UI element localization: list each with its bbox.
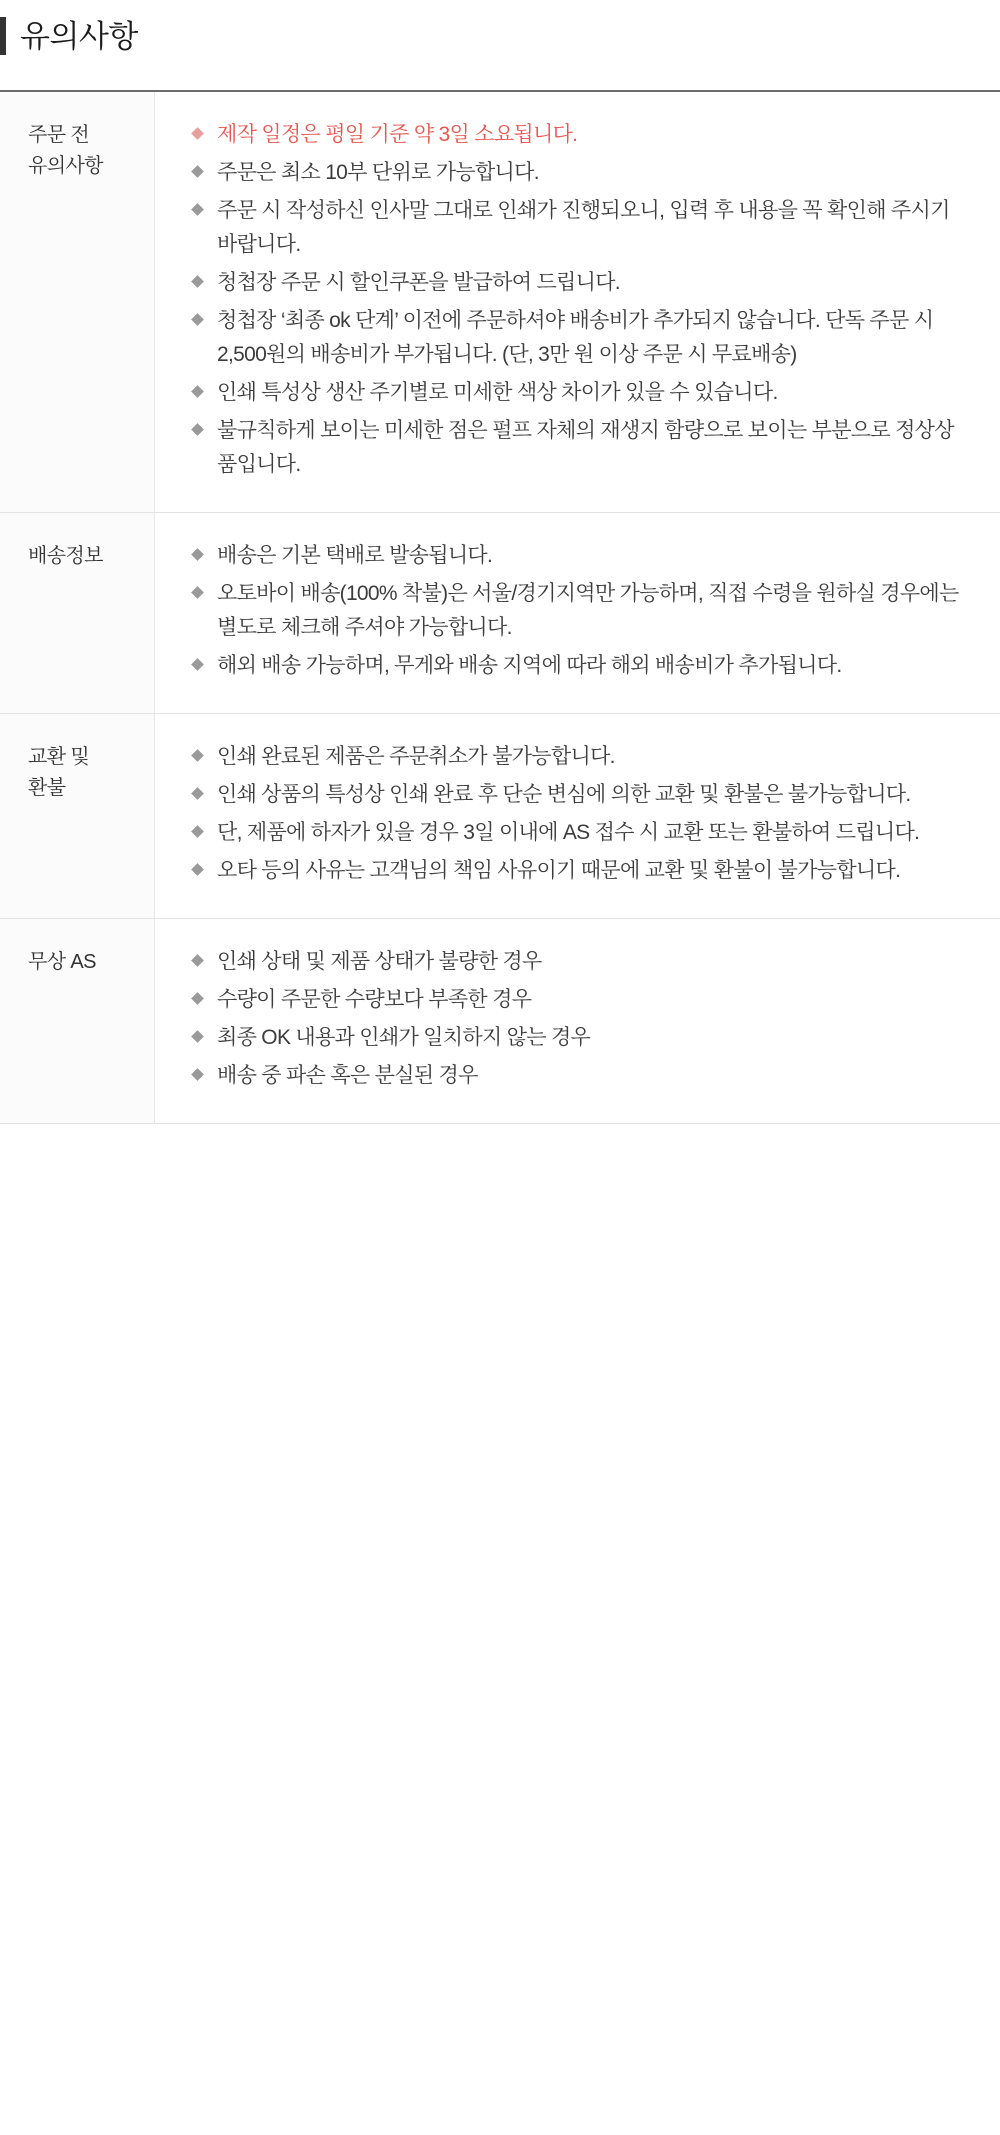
list-item	[189, 1059, 964, 1093]
list-item	[189, 414, 964, 482]
list-item-text: 오토바이 배송(100% 착불)은 서울/경기지역만 가능하며, 직접 수령을 원하실 경우에는 별도로 체크해 주셔야 가능합니다.	[217, 582, 959, 640]
bullet-list	[189, 740, 964, 888]
row-body-shipping-info	[155, 513, 1000, 713]
row-header-order-notice	[0, 92, 155, 512]
row-header-line: 유의사항	[28, 155, 103, 177]
diamond-bullet-icon	[191, 586, 204, 599]
bullet-list	[189, 118, 964, 482]
list-item-text: 해외 배송 가능하며, 무게와 배송 지역에 따라 해외 배송비가 추가됩니다.	[217, 654, 842, 678]
list-item-text: 주문 시 작성하신 인사말 그대로 인쇄가 진행되오니, 입력 후 내용을 꼭 확인해 주시기 바랍니다.	[217, 199, 950, 257]
diamond-bullet-icon	[191, 275, 204, 288]
row-header-exchange-refund	[0, 714, 155, 918]
bullet-list	[189, 539, 964, 683]
row-header-line: 환불	[28, 777, 66, 800]
diamond-bullet-icon	[191, 1068, 204, 1081]
list-item	[189, 266, 964, 300]
list-item-text: 제작 일정은 평일 기준 약 3일 소요됩니다.	[217, 123, 578, 146]
title-accent-bar	[0, 17, 6, 55]
list-item	[189, 649, 964, 683]
list-item	[189, 156, 964, 190]
list-item-text: 인쇄 상태 및 제품 상태가 불량한 경우	[217, 950, 542, 974]
page-title-row	[0, 0, 1000, 72]
bullet-list	[189, 945, 964, 1093]
diamond-bullet-icon	[191, 992, 204, 1005]
diamond-bullet-icon	[191, 1030, 204, 1043]
list-item	[189, 376, 964, 410]
table-row	[0, 714, 1000, 919]
notice-table	[0, 90, 1000, 1124]
list-item	[189, 778, 964, 812]
list-item-text: 단, 제품에 하자가 있을 경우 3일 이내에 AS 접수 시 교환 또는 환불하여 드립니다.	[217, 821, 920, 845]
list-item	[189, 945, 964, 979]
list-item-text: 인쇄 상품의 특성상 인쇄 완료 후 단순 변심에 의한 교환 및 환불은 불가능합니다.	[217, 783, 911, 807]
diamond-bullet-icon	[191, 749, 204, 762]
list-item-text: 배송 중 파손 혹은 분실된 경우	[217, 1064, 478, 1088]
diamond-bullet-icon	[191, 313, 204, 326]
diamond-bullet-icon	[191, 825, 204, 838]
list-item	[189, 854, 964, 888]
table-row	[0, 92, 1000, 513]
row-body-order-notice	[155, 92, 1000, 512]
list-item-text: 불규칙하게 보이는 미세한 점은 펄프 자체의 재생지 함량으로 보이는 부분으로 정상상품입니다.	[217, 419, 954, 477]
list-item	[189, 740, 964, 774]
diamond-bullet-icon	[191, 385, 204, 398]
diamond-bullet-icon	[191, 954, 204, 967]
row-header-line: 배송정보	[28, 545, 103, 568]
list-item-text: 오타 등의 사유는 고객님의 책임 사유이기 때문에 교환 및 환불이 불가능합니다.	[217, 859, 901, 883]
list-item	[189, 539, 964, 573]
table-row	[0, 513, 1000, 714]
list-item-text: 청첩장 ‘최종 ok 단계’ 이전에 주문하셔야 배송비가 추가되지 않습니다. 단독 주문 시 2,500원의 배송비가 부가됩니다. (단, 3만 원 이상 주문 시 무료배송)	[217, 309, 934, 367]
table-row	[0, 919, 1000, 1124]
list-item	[189, 1021, 964, 1055]
diamond-bullet-icon	[191, 165, 204, 178]
row-header-line: 무상 AS	[28, 951, 96, 974]
list-item	[189, 304, 964, 372]
list-item-text: 주문은 최소 10부 단위로 가능합니다.	[217, 161, 539, 185]
list-item	[189, 816, 964, 850]
diamond-bullet-icon	[191, 423, 204, 436]
list-item-text: 배송은 기본 택배로 발송됩니다.	[217, 544, 493, 568]
list-item-text: 인쇄 특성상 생산 주기별로 미세한 색상 차이가 있을 수 있습니다.	[217, 381, 778, 405]
list-item	[189, 983, 964, 1017]
row-header-line: 주문 전	[28, 124, 90, 146]
row-body-free-as	[155, 919, 1000, 1123]
diamond-bullet-icon	[191, 863, 204, 876]
diamond-bullet-icon	[191, 658, 204, 671]
list-item-text: 인쇄 완료된 제품은 주문취소가 불가능합니다.	[217, 745, 615, 769]
list-item-text: 청첩장 주문 시 할인쿠폰을 발급하여 드립니다.	[217, 271, 620, 295]
list-item	[189, 577, 964, 645]
diamond-bullet-icon	[191, 203, 204, 216]
row-header-shipping-info	[0, 513, 155, 713]
page-title: 유의사항	[20, 18, 138, 54]
list-item	[189, 194, 964, 262]
list-item-text: 최종 OK 내용과 인쇄가 일치하지 않는 경우	[217, 1026, 591, 1050]
row-header-line: 교환 및	[28, 746, 90, 769]
diamond-bullet-icon	[191, 548, 204, 561]
row-body-exchange-refund	[155, 714, 1000, 918]
diamond-bullet-icon	[191, 787, 204, 800]
row-header-free-as	[0, 919, 155, 1123]
list-item-text: 수량이 주문한 수량보다 부족한 경우	[217, 988, 532, 1012]
list-item	[189, 118, 964, 152]
diamond-bullet-icon	[191, 127, 204, 140]
